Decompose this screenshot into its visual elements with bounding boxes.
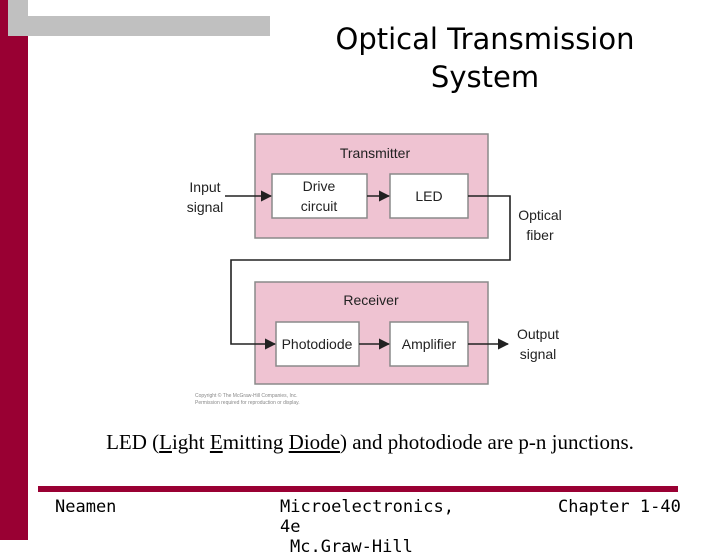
input-signal-label-1: Input [189, 179, 221, 195]
footer-chapter: Chapter 1-40 [558, 497, 681, 517]
optical-transmission-diagram [180, 128, 580, 413]
footer-book-title: Microelectronics, 4e [280, 497, 454, 537]
copyright-line-2: Permission required for reproduction or display. [195, 400, 300, 406]
left-accent-bar [0, 0, 28, 540]
optical-fiber-label-2: fiber [526, 227, 554, 243]
caption-mitting: mitting [222, 430, 289, 454]
optical-fiber-label-1: Optical [518, 207, 562, 223]
footer-publisher: Mc.Graw-Hill [290, 537, 413, 557]
caption-prefix: LED ( [106, 430, 160, 454]
top-gray-square [8, 0, 28, 36]
footer-book [280, 497, 470, 557]
transmitter-label: Transmitter [339, 145, 411, 161]
copyright-line-1: Copyright © The McGraw-Hill Companies, Inc. [195, 393, 298, 399]
caption-underlined-diode: Diode [288, 430, 340, 454]
output-signal-label-1: Output [516, 326, 560, 342]
title-line-1: Optical Transmission [335, 22, 635, 56]
drive-circuit-label-1: Drive [302, 178, 336, 194]
amplifier-label: Amplifier [401, 336, 457, 352]
caption-suffix: ) and photodiode are p-n junctions. [339, 430, 634, 454]
output-signal-label-2: signal [519, 346, 557, 362]
slide-title [300, 20, 670, 96]
top-gray-rule [28, 16, 270, 36]
drive-circuit-label-2: circuit [300, 198, 338, 214]
receiver-label: Receiver [343, 292, 399, 308]
input-signal-label-2: signal [186, 199, 224, 215]
led-label: LED [415, 188, 443, 204]
title-line-2: System [430, 60, 540, 94]
footer-rule [38, 486, 678, 492]
caption-underlined-e: E [209, 430, 223, 454]
caption-underlined-l: L [159, 430, 172, 454]
photodiode-label: Photodiode [281, 336, 353, 352]
slide-caption [40, 430, 700, 455]
footer-author: Neamen [55, 497, 117, 517]
caption-ight: ight [171, 430, 210, 454]
